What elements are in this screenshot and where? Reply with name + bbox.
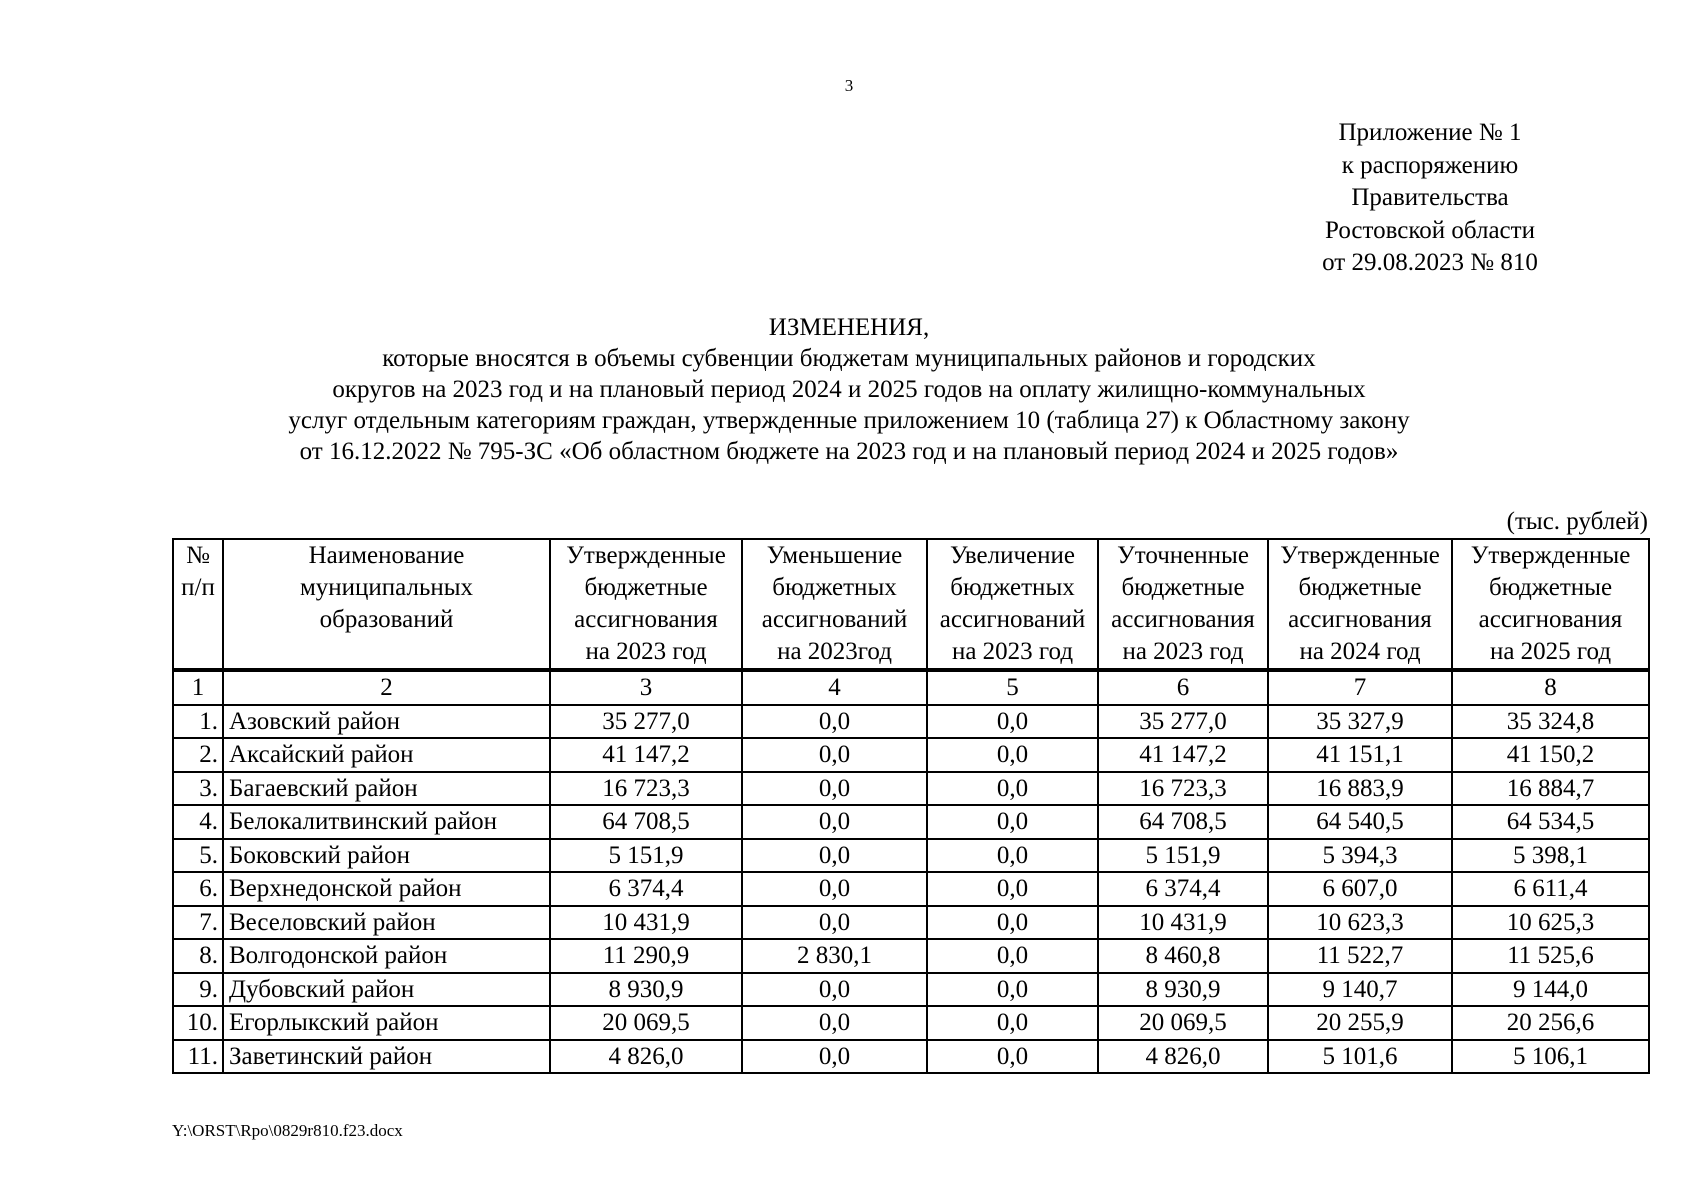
column-header-line: ассигнований [939,606,1086,633]
value-cell: 0,0 [927,906,1098,940]
value-cell: 0,0 [742,872,927,906]
value-cell: 5 151,9 [1098,839,1268,873]
column-number-cell: 2 [223,670,550,705]
column-header-line: п/п [181,574,215,601]
value-cell: 11 525,6 [1452,939,1649,973]
value-cell: 0,0 [742,839,927,873]
appendix-header [1290,117,1570,280]
table-row [173,805,1649,839]
value-cell: 8 930,9 [1098,973,1268,1007]
value-cell: 11 290,9 [550,939,742,973]
column-header-line: на 2023 год [1122,638,1244,665]
value-cell: 0,0 [927,973,1098,1007]
table-header [173,539,1649,670]
value-cell: 10 623,3 [1268,906,1452,940]
value-cell: 20 069,5 [1098,1006,1268,1040]
value-cell: 41 147,2 [1098,738,1268,772]
table-row [173,705,1649,739]
value-cell: 0,0 [742,1040,927,1074]
column-number-cell: 4 [742,670,927,705]
column-header-line: Уменьшение [766,542,903,569]
column-header-line: бюджетные [1488,574,1613,601]
column-header-line: на 2023 год [951,638,1074,665]
district-name-cell: Дубовский район [223,973,550,1007]
value-cell: 16 883,9 [1268,772,1452,806]
column-number-cell: 8 [1452,670,1649,705]
value-cell: 8 460,8 [1098,939,1268,973]
column-header-line: бюджетные [584,574,708,601]
value-cell: 0,0 [927,705,1098,739]
value-cell: 35 324,8 [1452,705,1649,739]
column-number-cell: 1 [173,670,223,705]
column-header-line: бюджетных [950,574,1075,601]
table-row [173,772,1649,806]
value-cell: 5 106,1 [1452,1040,1649,1074]
column-header-line: муниципальных [299,574,474,601]
row-number-cell: 4. [173,805,223,839]
value-cell: 0,0 [927,1006,1098,1040]
value-cell: 5 101,6 [1268,1040,1452,1074]
column-header-line: образований [319,606,454,633]
column-header-line: ассигнования [574,606,718,633]
column-header [1098,539,1268,670]
column-header-line: бюджетных [772,574,897,601]
column-number-cell: 5 [927,670,1098,705]
table-row [173,872,1649,906]
value-cell: 0,0 [927,772,1098,806]
row-number-cell: 9. [173,973,223,1007]
value-cell: 11 522,7 [1268,939,1452,973]
appendix-line: Правительства [1351,184,1509,211]
row-number-cell: 7. [173,906,223,940]
value-cell: 6 374,4 [1098,872,1268,906]
value-cell: 0,0 [742,705,927,739]
column-header-line: бюджетные [1298,574,1422,601]
table-row [173,1040,1649,1074]
table-row [173,939,1649,973]
column-header-line: Утвержденные [1470,542,1631,569]
value-cell: 41 147,2 [550,738,742,772]
column-header-line: бюджетные [1121,574,1245,601]
district-name-cell: Аксайский район [223,738,550,772]
district-name-cell: Азовский район [223,705,550,739]
row-number-cell: 2. [173,738,223,772]
district-name-cell: Верхнедонской район [223,872,550,906]
value-cell: 0,0 [742,973,927,1007]
value-cell: 5 394,3 [1268,839,1452,873]
value-cell: 0,0 [742,738,927,772]
units-label: (тыс. рублей) [1506,508,1648,535]
value-cell: 16 723,3 [1098,772,1268,806]
column-number-cell: 6 [1098,670,1268,705]
row-number-cell: 6. [173,872,223,906]
value-cell: 9 140,7 [1268,973,1452,1007]
district-name-cell: Боковский район [223,839,550,873]
value-cell: 35 277,0 [1098,705,1268,739]
district-name-cell: Багаевский район [223,772,550,806]
value-cell: 64 708,5 [550,805,742,839]
value-cell: 9 144,0 [1452,973,1649,1007]
column-header [550,539,742,670]
column-header-line: Утвержденные [1280,542,1440,569]
column-header [223,539,550,670]
row-number-cell: 3. [173,772,223,806]
column-header [173,539,223,670]
value-cell: 41 150,2 [1452,738,1649,772]
value-cell: 10 625,3 [1452,906,1649,940]
title-heading: ИЗМЕНЕНИЯ, [768,314,930,341]
column-number-cell: 3 [550,670,742,705]
table-body [173,670,1649,1073]
budget-table [172,538,1650,1074]
column-header-line: ассигнования [1288,606,1432,633]
table-row [173,906,1649,940]
value-cell: 6 374,4 [550,872,742,906]
column-header [742,539,927,670]
value-cell: 0,0 [927,839,1098,873]
value-cell: 64 708,5 [1098,805,1268,839]
value-cell: 0,0 [742,1006,927,1040]
value-cell: 20 256,6 [1452,1006,1649,1040]
column-header-line: Утвержденные [566,542,726,569]
value-cell: 8 930,9 [550,973,742,1007]
column-header-line: на 2025 год [1489,638,1612,665]
value-cell: 0,0 [927,939,1098,973]
value-cell: 5 398,1 [1452,839,1649,873]
value-cell: 41 151,1 [1268,738,1452,772]
value-cell: 6 607,0 [1268,872,1452,906]
column-number-cell: 7 [1268,670,1452,705]
column-header [1452,539,1649,670]
value-cell: 0,0 [742,906,927,940]
column-header-line: на 2023 год [585,638,707,665]
table-row [173,973,1649,1007]
value-cell: 0,0 [927,738,1098,772]
district-name-cell: Веселовский район [223,906,550,940]
value-cell: 20 069,5 [550,1006,742,1040]
appendix-line: Ростовской области [1325,216,1535,244]
district-name-cell: Егорлыкский район [223,1006,550,1040]
value-cell: 4 826,0 [550,1040,742,1074]
column-header-line: Увеличение [949,542,1075,569]
row-number-cell: 10. [173,1006,223,1040]
value-cell: 0,0 [927,872,1098,906]
district-name-cell: Заветинский район [223,1040,550,1074]
column-header [1268,539,1452,670]
table-row [173,839,1649,873]
value-cell: 4 826,0 [1098,1040,1268,1074]
table-row [173,1006,1649,1040]
title-line: округов на 2023 год и на плановый период 2024 и 2025 годов на оплату жилищно-коммунальных [332,376,1366,403]
value-cell: 10 431,9 [1098,906,1268,940]
column-header-line: на 2023год [777,638,892,665]
title-line: услуг отдельным категориям граждан, утвержденные приложением 10 (таблица 27) к Областному закону [288,407,1410,434]
value-cell: 20 255,9 [1268,1006,1452,1040]
district-name-cell: Белокалитвинский район [223,805,550,839]
column-header-line: на 2024 год [1299,638,1421,665]
value-cell: 16 723,3 [550,772,742,806]
column-header-line: ассигнований [761,606,908,633]
row-number-cell: 5. [173,839,223,873]
file-path-footer: Y:\ORST\Rpo\0829r810.f23.docx [172,1121,403,1140]
value-cell: 2 830,1 [742,939,927,973]
row-number-cell: 1. [173,705,223,739]
value-cell: 35 327,9 [1268,705,1452,739]
appendix-line: к распоряжению [1341,151,1519,179]
value-cell: 0,0 [927,1040,1098,1074]
column-header-line: ассигнования [1111,606,1255,633]
value-cell: 5 151,9 [550,839,742,873]
document-title [0,312,1698,467]
table-row [173,738,1649,772]
value-cell: 0,0 [742,805,927,839]
row-number-cell: 11. [173,1040,223,1074]
header-row [173,539,1649,670]
column-header [927,539,1098,670]
district-name-cell: Волгодонской район [223,939,550,973]
title-line: от 16.12.2022 № 795-ЗС «Об областном бюджете на 2023 год и на плановый период 2024 и 2025 годов» [299,438,1399,465]
value-cell: 64 534,5 [1452,805,1649,839]
value-cell: 0,0 [927,805,1098,839]
column-header-line: ассигнования [1478,606,1623,633]
page-number: 3 [844,76,854,95]
value-cell: 10 431,9 [550,906,742,940]
appendix-line: Приложение № 1 [1338,119,1522,146]
value-cell: 35 277,0 [550,705,742,739]
value-cell: 16 884,7 [1452,772,1649,806]
value-cell: 6 611,4 [1452,872,1649,906]
value-cell: 0,0 [742,772,927,806]
value-cell: 64 540,5 [1268,805,1452,839]
appendix-line: от 29.08.2023 № 810 [1322,249,1538,276]
title-line: которые вносятся в объемы субвенции бюджетам муниципальных районов и городских [382,345,1316,372]
column-header-line: Уточненные [1117,542,1249,569]
column-number-row [173,670,1649,705]
column-header-line: № [186,542,210,569]
row-number-cell: 8. [173,939,223,973]
column-header-line: Наименование [308,542,465,569]
